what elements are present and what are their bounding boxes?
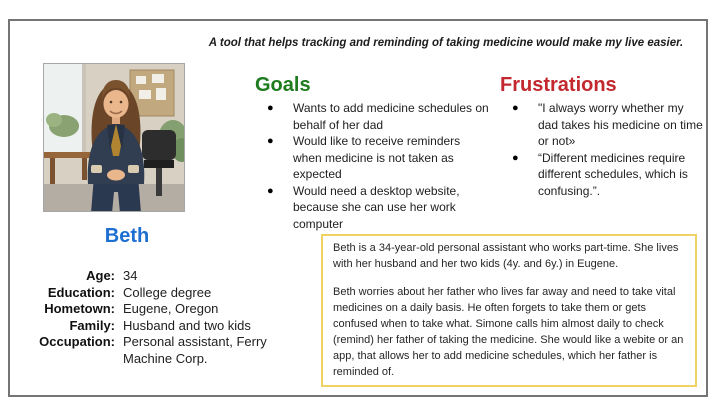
frustration-item: ● "I always worry whether my dad takes his medicine on time or not» — [500, 100, 704, 150]
goals-section — [255, 73, 495, 232]
detail-row-family — [20, 318, 310, 335]
detail-label: Family: — [69, 317, 115, 333]
bio-box — [321, 234, 697, 387]
goal-item: ● Would like to receive reminders when medicine is not taken as expected — [255, 133, 490, 183]
bio-paragraph: Beth worries about her father who lives far away and need to take vital medicines on a daily basis. He often forgets to take them or gets confused when to take what. Simone calls him almost daily to check (remind) her father of taking the medicine. She would like a webite or an app, that allows her to add medicine schedules, which her father is reminded of. — [333, 286, 684, 378]
goal-item: ● Would need a desktop website, because she can use her work computer — [255, 183, 490, 233]
frustrations-heading: Frustrations — [500, 74, 617, 96]
detail-row-hometown — [20, 301, 310, 318]
goals-heading: Goals — [255, 74, 311, 96]
bio-paragraph: Beth is a 34-year-old personal assistant who works part-time. She lives with her husband and her two kids (4y. and 6y.) in Eugene. — [333, 242, 679, 270]
detail-label: Age: — [86, 268, 115, 283]
persona-quote: A tool that helps tracking and reminding of taking medicine would make my live easier. — [208, 37, 684, 49]
office-portrait-illustration — [44, 64, 185, 212]
frustrations-list — [500, 100, 708, 199]
detail-label: Occupation: — [39, 334, 115, 349]
detail-value: College degree — [123, 284, 212, 300]
detail-label: Hometown: — [44, 301, 115, 316]
frustration-item: ● “Different medicines require different schedules, which is confusing.”. — [500, 150, 704, 200]
persona-details — [20, 268, 310, 367]
frustrations-section — [500, 73, 708, 199]
detail-row-education — [20, 285, 310, 302]
persona-photo — [43, 63, 185, 212]
persona-sheet-frame — [8, 19, 708, 397]
detail-value: Eugene, Oregon — [123, 301, 219, 316]
detail-label: Education: — [47, 284, 115, 300]
detail-value: 34 — [123, 268, 138, 283]
persona-name: Beth — [104, 225, 150, 247]
detail-row-occupation — [20, 334, 310, 367]
goal-item: ● Wants to add medicine schedules on behalf of her dad — [255, 100, 490, 133]
detail-row-age — [20, 268, 310, 285]
detail-value: Personal assistant, Ferry Machine Corp. — [123, 334, 267, 366]
detail-value: Husband and two kids — [123, 317, 251, 333]
goals-list — [255, 100, 495, 232]
